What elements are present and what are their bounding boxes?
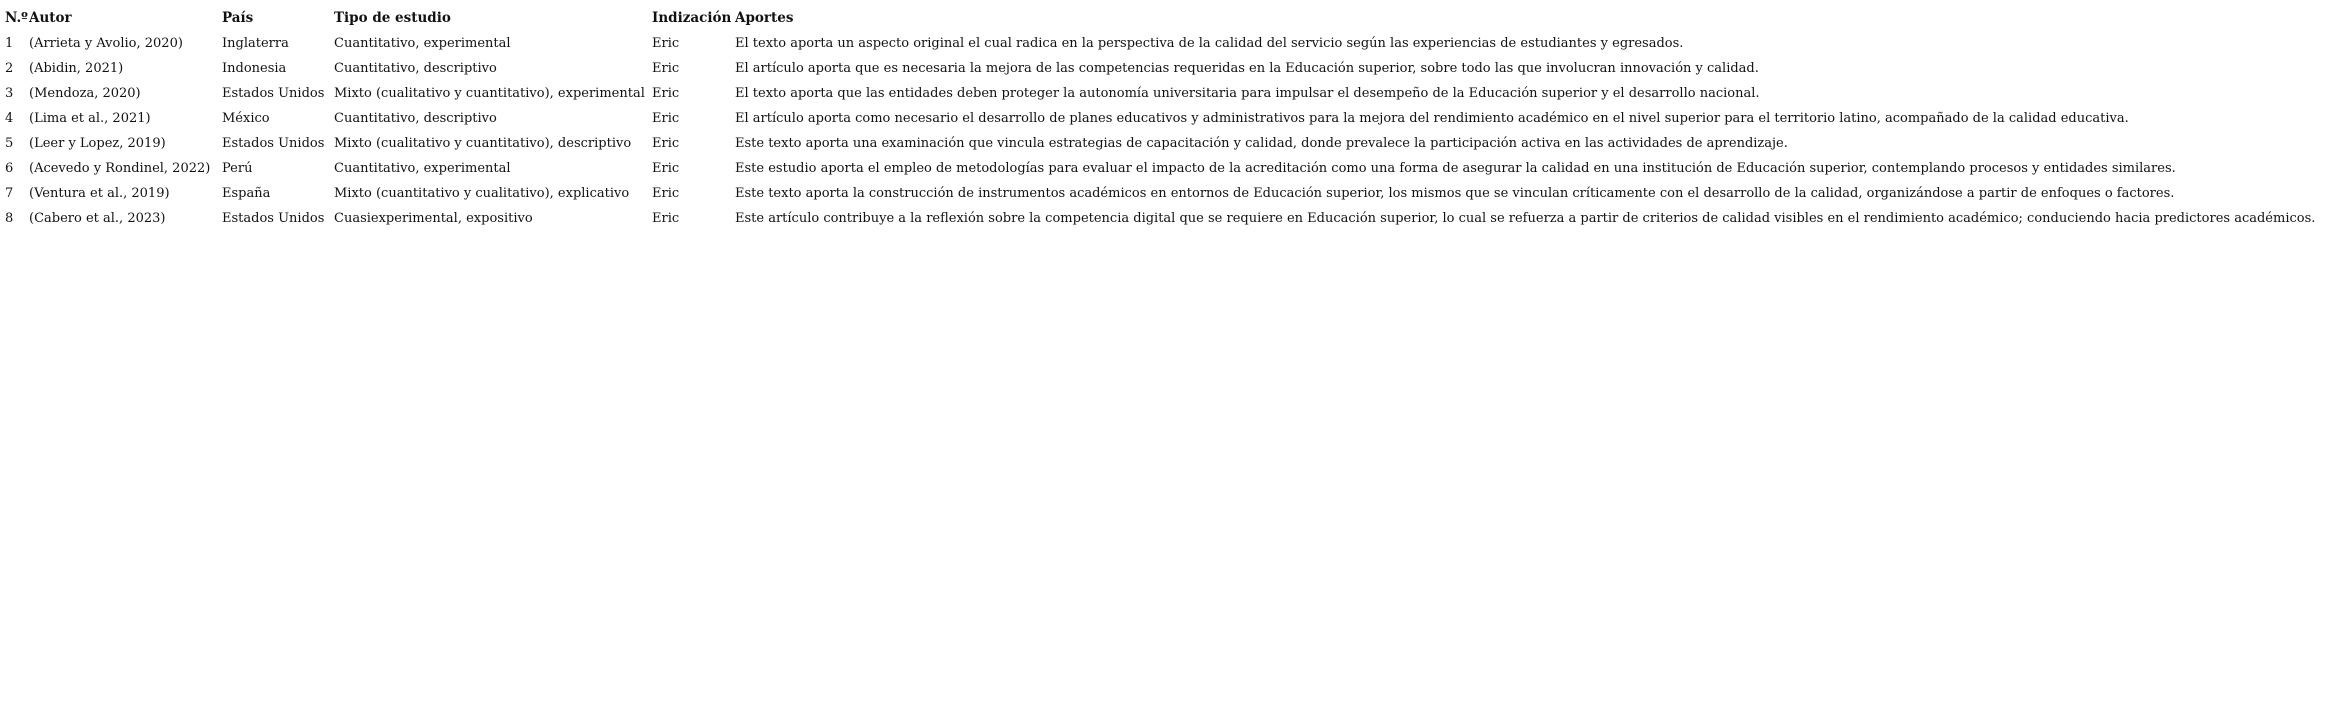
cell-indizacion: Eric xyxy=(652,161,680,176)
table-row xyxy=(5,156,2331,181)
table-row xyxy=(5,181,2331,206)
table-row xyxy=(5,106,2331,131)
table-row xyxy=(5,206,2331,231)
studies-table xyxy=(5,6,2331,231)
cell-indizacion: Eric xyxy=(652,111,680,126)
cell-autor: (Arrieta y Avolio, 2020) xyxy=(29,36,183,51)
table-header xyxy=(5,6,2331,31)
cell-tipo: Cuantitativo, descriptivo xyxy=(334,61,497,76)
header-indizacion: Indización xyxy=(652,10,732,26)
header-aportes: Aportes xyxy=(735,10,794,26)
cell-autor: (Lima et al., 2021) xyxy=(29,111,151,126)
cell-aportes: Este artículo contribuye a la reflexión sobre la competencia digital que se requiere en Educación superior, lo cual se refuerza a partir de criterios de calidad visibles en el rendimiento académico; conduciendo hacia predictores académicos. xyxy=(735,211,2316,226)
table-row xyxy=(5,81,2331,106)
cell-indizacion: Eric xyxy=(652,86,680,101)
cell-pais: México xyxy=(222,111,270,126)
header-pais: País xyxy=(222,10,254,26)
header-num: N.º xyxy=(5,10,28,26)
cell-autor: (Leer y Lopez, 2019) xyxy=(29,136,166,151)
header-row xyxy=(5,6,2331,31)
cell-num: 3 xyxy=(5,86,14,101)
cell-pais: Indonesia xyxy=(222,61,287,76)
cell-tipo: Mixto (cuantitativo y cualitativo), explicativo xyxy=(334,186,630,201)
cell-aportes: Este texto aporta una examinación que vincula estrategias de capacitación y calidad, donde prevalece la participación activa en las actividades de aprendizaje. xyxy=(735,136,1788,151)
cell-autor: (Ventura et al., 2019) xyxy=(29,186,170,201)
cell-pais: Estados Unidos xyxy=(222,136,325,151)
cell-num: 6 xyxy=(5,161,14,176)
cell-indizacion: Eric xyxy=(652,186,680,201)
cell-pais: Estados Unidos xyxy=(222,86,325,101)
cell-indizacion: Eric xyxy=(652,61,680,76)
cell-tipo: Mixto (cualitativo y cuantitativo), descriptivo xyxy=(334,136,632,151)
cell-num: 4 xyxy=(5,111,14,126)
cell-tipo: Cuantitativo, descriptivo xyxy=(334,111,497,126)
table-body xyxy=(5,31,2331,231)
table-row xyxy=(5,131,2331,156)
cell-autor: (Mendoza, 2020) xyxy=(29,86,141,101)
cell-autor: (Cabero et al., 2023) xyxy=(29,211,166,226)
cell-tipo: Mixto (cualitativo y cuantitativo), experimental xyxy=(334,86,645,101)
cell-aportes: Este texto aporta la construcción de instrumentos académicos en entornos de Educación superior, los mismos que se vinculan críticamente con el desarrollo de la calidad, organizándose a partir de enfoques o factores. xyxy=(735,186,2175,201)
table-row xyxy=(5,56,2331,81)
header-tipo: Tipo de estudio xyxy=(334,10,451,26)
cell-autor: (Abidin, 2021) xyxy=(29,61,124,76)
cell-tipo: Cuasiexperimental, expositivo xyxy=(334,211,533,226)
cell-pais: Estados Unidos xyxy=(222,211,325,226)
cell-pais: Perú xyxy=(222,161,253,176)
cell-aportes: El texto aporta un aspecto original el cual radica en la perspectiva de la calidad del servicio según las experiencias de estudiantes y egresados. xyxy=(735,36,1684,51)
cell-num: 5 xyxy=(5,136,14,151)
cell-autor: (Acevedo y Rondinel, 2022) xyxy=(29,161,211,176)
cell-aportes: El artículo aporta como necesario el desarrollo de planes educativos y administrativos para la mejora del rendimiento académico en el nivel superior para el territorio latino, acompañado de la calidad educativa. xyxy=(735,111,2129,126)
cell-num: 2 xyxy=(5,61,14,76)
cell-tipo: Cuantitativo, experimental xyxy=(334,161,511,176)
cell-aportes: Este estudio aporta el empleo de metodologías para evaluar el impacto de la acreditación como una forma de asegurar la calidad en una institución de Educación superior, contemplando procesos y entidades similares. xyxy=(735,161,2176,176)
cell-pais: España xyxy=(222,186,271,201)
cell-pais: Inglaterra xyxy=(222,36,289,51)
cell-indizacion: Eric xyxy=(652,36,680,51)
cell-tipo: Cuantitativo, experimental xyxy=(334,36,511,51)
cell-aportes: El texto aporta que las entidades deben proteger la autonomía universitaria para impulsar el desempeño de la Educación superior y el desarrollo nacional. xyxy=(735,86,1760,101)
cell-indizacion: Eric xyxy=(652,136,680,151)
header-autor: Autor xyxy=(29,10,72,26)
cell-aportes: El artículo aporta que es necesaria la mejora de las competencias requeridas en la Educación superior, sobre todo las que involucran innovación y calidad. xyxy=(735,61,1759,76)
cell-num: 8 xyxy=(5,211,14,226)
cell-num: 7 xyxy=(5,186,14,201)
cell-indizacion: Eric xyxy=(652,211,680,226)
cell-num: 1 xyxy=(5,36,14,51)
table-row xyxy=(5,31,2331,56)
